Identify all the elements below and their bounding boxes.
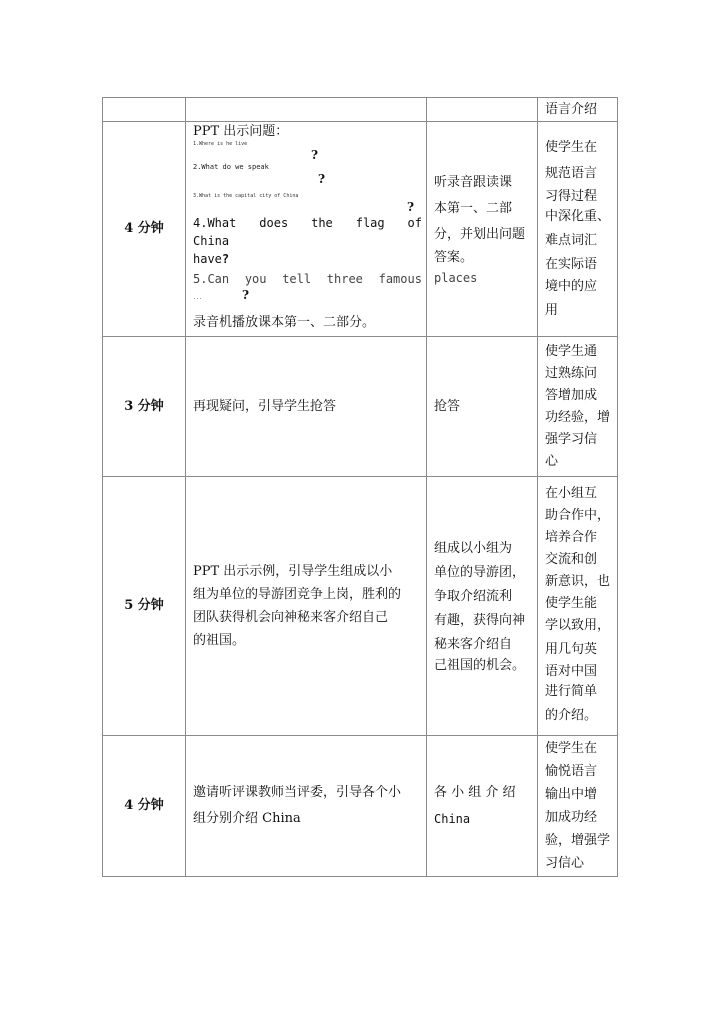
purpose-cell: 使学生在 愉悦语言 输出中增 加成功经 验，增强学 习信心	[538, 736, 618, 877]
question-4: 4.What does the flag of	[193, 216, 422, 230]
purpose-cell: 在小组互 助合作中， 培养合作 交流和创 新意识，也 使学生能 学以致用， 用几句英 语对中国 进行简单 的介绍。	[538, 477, 618, 736]
table-row	[103, 736, 618, 877]
teacher-activity-cell: 邀请听评课教师当评委，引导各个小 组分别介绍 China	[186, 736, 427, 877]
time-cell: 3 分钟	[103, 337, 186, 477]
lesson-plan-table	[102, 97, 618, 877]
purpose-cell: 使学生通 过熟练问 答增加成 功经验，增 强学习信 心	[538, 337, 618, 477]
teacher-activity-cell: PPT 出示问题： 1.Where is he live ? 2.What do we speak ? 3.What is the capital city of China ? 4.What does the flag of China have? 5.Can you tell three famous ... ? 录音机播放课本第一、二部分。	[186, 122, 427, 337]
time-cell: 5 分钟	[103, 477, 186, 736]
purpose-cell: 语言介绍	[538, 98, 618, 122]
table-row	[103, 337, 618, 477]
student-activity-cell: 抢答	[427, 337, 538, 477]
teacher-activity-cell	[186, 98, 427, 122]
student-activity-cell: 组成以小组为 单位的导游团， 争取介绍流利 有趣，获得向神 秘来客介绍自 己祖国的机会。	[427, 477, 538, 736]
question-2: 2.What do we speak	[193, 163, 269, 171]
teacher-activity-cell: PPT 出示示例，引导学生组成以小 组为单位的导游团竞争上岗，胜利的 团队获得机会向神秘来客介绍自己 的祖国。	[186, 477, 427, 736]
table-row	[103, 122, 618, 337]
student-activity-cell	[427, 98, 538, 122]
time-cell	[103, 98, 186, 122]
table-row	[103, 477, 618, 736]
purpose-cell: 使学生在 规范语言 习得过程 中深化重、 难点词汇 在实际语 境中的应 用	[538, 122, 618, 337]
table-row	[103, 98, 618, 122]
time-cell: 4 分钟	[103, 122, 186, 337]
student-activity-cell: 听录音跟读课 本第一、二部 分，并划出问题 答案。 places	[427, 122, 538, 337]
question-1: 1.Where is he live	[193, 141, 248, 147]
student-activity-cell: 各 小 组 介 绍 China	[427, 736, 538, 877]
question-3: 3.What is the capital city of China	[193, 193, 299, 199]
question-5: 5.Can you tell three famous	[193, 272, 422, 286]
teacher-activity-cell: 再现疑问，引导学生抢答	[186, 337, 427, 477]
time-cell: 4 分钟	[103, 736, 186, 877]
